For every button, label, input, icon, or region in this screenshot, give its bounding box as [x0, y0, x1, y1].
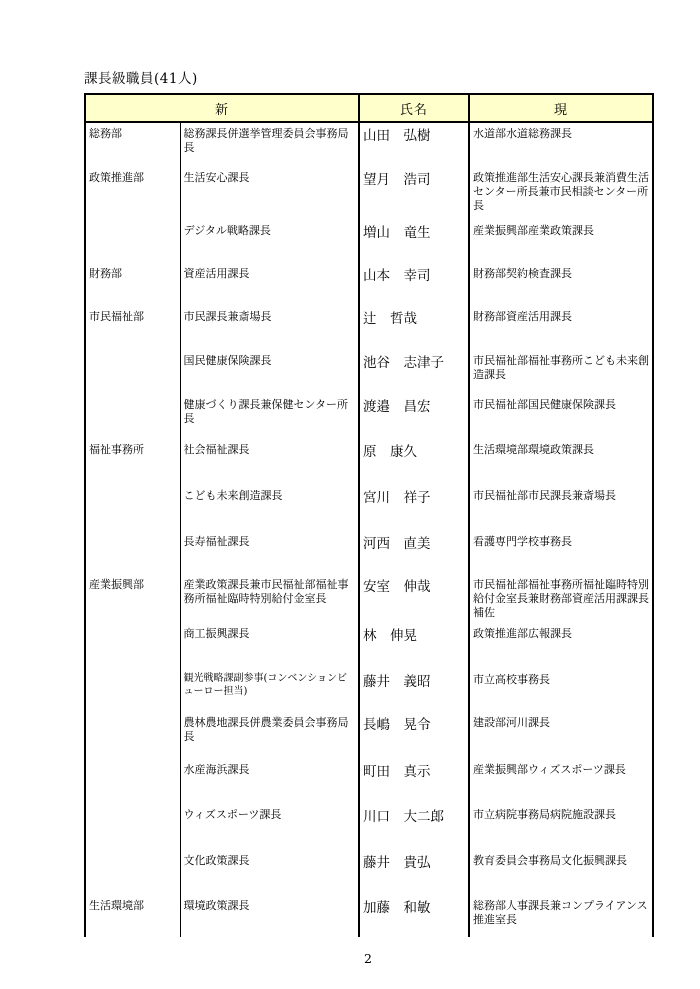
dept-cell: [85, 350, 180, 394]
table-row: [85, 574, 653, 623]
current-cell: 建設部河川課長: [473, 716, 551, 730]
position-cell: 商工振興課長: [180, 623, 359, 669]
name-cell: 林 伸晃: [359, 623, 469, 669]
position-cell: 水産海浜課長: [180, 759, 359, 804]
current-cell: 看護専門学校事務長: [473, 535, 573, 549]
name-cell: 原 康久: [359, 439, 469, 485]
page-number: 2: [364, 951, 372, 967]
current-cell: 市民福祉部福祉事務所福祉臨時特別給付金室長兼財務部資産活用課課長補佐: [473, 578, 650, 620]
position-cell: 環境政策課長: [180, 895, 359, 937]
table-row: [85, 394, 653, 439]
current-cell: 市立高校事務長: [473, 673, 551, 687]
position-cell: 農林農地課長併農業委員会事務局長: [180, 712, 359, 759]
personnel-table: [84, 93, 654, 937]
name-cell: 辻 哲哉: [359, 306, 469, 350]
table-row: [85, 759, 653, 804]
table-row: [85, 850, 653, 895]
name-cell: 長嶋 晃令: [359, 712, 469, 759]
position-cell: 観光戦略課副参事(コンベンションビューロー担当): [180, 669, 359, 712]
position-cell: 市民課長兼斎場長: [180, 306, 359, 350]
table-row: [85, 263, 653, 306]
position-cell: 健康づくり課長兼保健センター所長: [180, 394, 359, 439]
table-row: [85, 485, 653, 531]
position-cell: 資産活用課長: [180, 263, 359, 306]
dept-cell: [85, 804, 180, 850]
page-title: 課長級職員(41人): [84, 71, 198, 87]
name-cell: 加藤 和敏: [359, 895, 469, 937]
table-body: [85, 122, 653, 937]
dept-cell: 産業振興部: [85, 574, 180, 623]
current-cell: 生活環境部環境政策課長: [473, 443, 595, 457]
current-cell: 総務部人事課長兼コンプライアンス推進室長: [473, 899, 648, 927]
table-row: [85, 712, 653, 759]
current-cell: 教育委員会事務局文化振興課長: [473, 854, 628, 868]
dept-cell: 市民福祉部: [85, 306, 180, 350]
name-cell: 川口 大二郎: [359, 804, 469, 850]
table-row: [85, 895, 653, 937]
current-cell: 政策推進部生活安心課長兼消費生活センター所長兼市民相談センター所長: [473, 171, 650, 213]
current-cell: 市民福祉部福祉事務所こども未来創造課長: [473, 354, 650, 382]
name-cell: 山本 幸司: [359, 263, 469, 306]
table-row: [85, 350, 653, 394]
position-cell: 生活安心課長: [180, 167, 359, 220]
position-cell: 文化政策課長: [180, 850, 359, 895]
position-cell: 社会福祉課長: [180, 439, 359, 485]
position-cell: 総務課長併選挙管理委員会事務局長: [180, 122, 359, 167]
dept-cell: [85, 759, 180, 804]
dept-cell: [85, 669, 180, 712]
position-cell: ウィズスポーツ課長: [180, 804, 359, 850]
position-cell: 産業政策課長兼市民福祉部福祉事務所福祉臨時特別給付金室長: [180, 574, 359, 623]
position-cell: 国民健康保険課長: [180, 350, 359, 394]
current-cell: 産業振興部ウィズスポーツ課長: [473, 763, 626, 777]
current-cell: 水道部水道総務課長: [473, 127, 573, 141]
table-row: [85, 623, 653, 669]
table-row: [85, 306, 653, 350]
current-cell: 政策推進部広報課長: [473, 627, 573, 641]
name-cell: 宮川 祥子: [359, 485, 469, 531]
position-cell: 長寿福祉課長: [180, 531, 359, 574]
dept-cell: 財務部: [85, 263, 180, 306]
name-cell: 渡邉 昌宏: [359, 394, 469, 439]
dept-cell: 政策推進部: [85, 167, 180, 220]
table-header: [85, 94, 653, 122]
header-new: 新: [85, 94, 359, 122]
current-cell: 市民福祉部市民課長兼斎場長: [473, 489, 617, 503]
dept-cell: 生活環境部: [85, 895, 180, 937]
dept-cell: [85, 220, 180, 263]
current-cell: 財務部契約検査課長: [473, 267, 573, 281]
name-cell: 望月 浩司: [359, 167, 469, 220]
current-cell: 市民福祉部国民健康保険課長: [473, 398, 617, 412]
table-row: [85, 439, 653, 485]
dept-cell: [85, 623, 180, 669]
name-cell: 藤井 貴弘: [359, 850, 469, 895]
table-row: [85, 804, 653, 850]
header-current: 現: [469, 94, 653, 122]
name-cell: 安室 伸哉: [359, 574, 469, 623]
current-cell: 産業振興部産業政策課長: [473, 224, 595, 238]
table-row: [85, 122, 653, 167]
position-cell: こども未来創造課長: [180, 485, 359, 531]
table-row: [85, 167, 653, 220]
name-cell: 池谷 志津子: [359, 350, 469, 394]
dept-cell: [85, 850, 180, 895]
table-row: [85, 220, 653, 263]
name-cell: 河西 直美: [359, 531, 469, 574]
header-name: 氏名: [359, 94, 469, 122]
table-row: [85, 669, 653, 712]
header-row: [85, 94, 653, 122]
dept-cell: [85, 485, 180, 531]
dept-cell: [85, 531, 180, 574]
name-cell: 藤井 義昭: [359, 669, 469, 712]
name-cell: 増山 竜生: [359, 220, 469, 263]
current-cell: 市立病院事務局病院施設課長: [473, 808, 617, 822]
dept-cell: [85, 394, 180, 439]
name-cell: 町田 真示: [359, 759, 469, 804]
current-cell: 財務部資産活用課長: [473, 310, 573, 324]
dept-cell: [85, 712, 180, 759]
name-cell: 山田 弘樹: [359, 122, 469, 167]
dept-cell: 総務部: [85, 122, 180, 167]
dept-cell: 福祉事務所: [85, 439, 180, 485]
table-row: [85, 531, 653, 574]
position-cell: デジタル戦略課長: [180, 220, 359, 263]
